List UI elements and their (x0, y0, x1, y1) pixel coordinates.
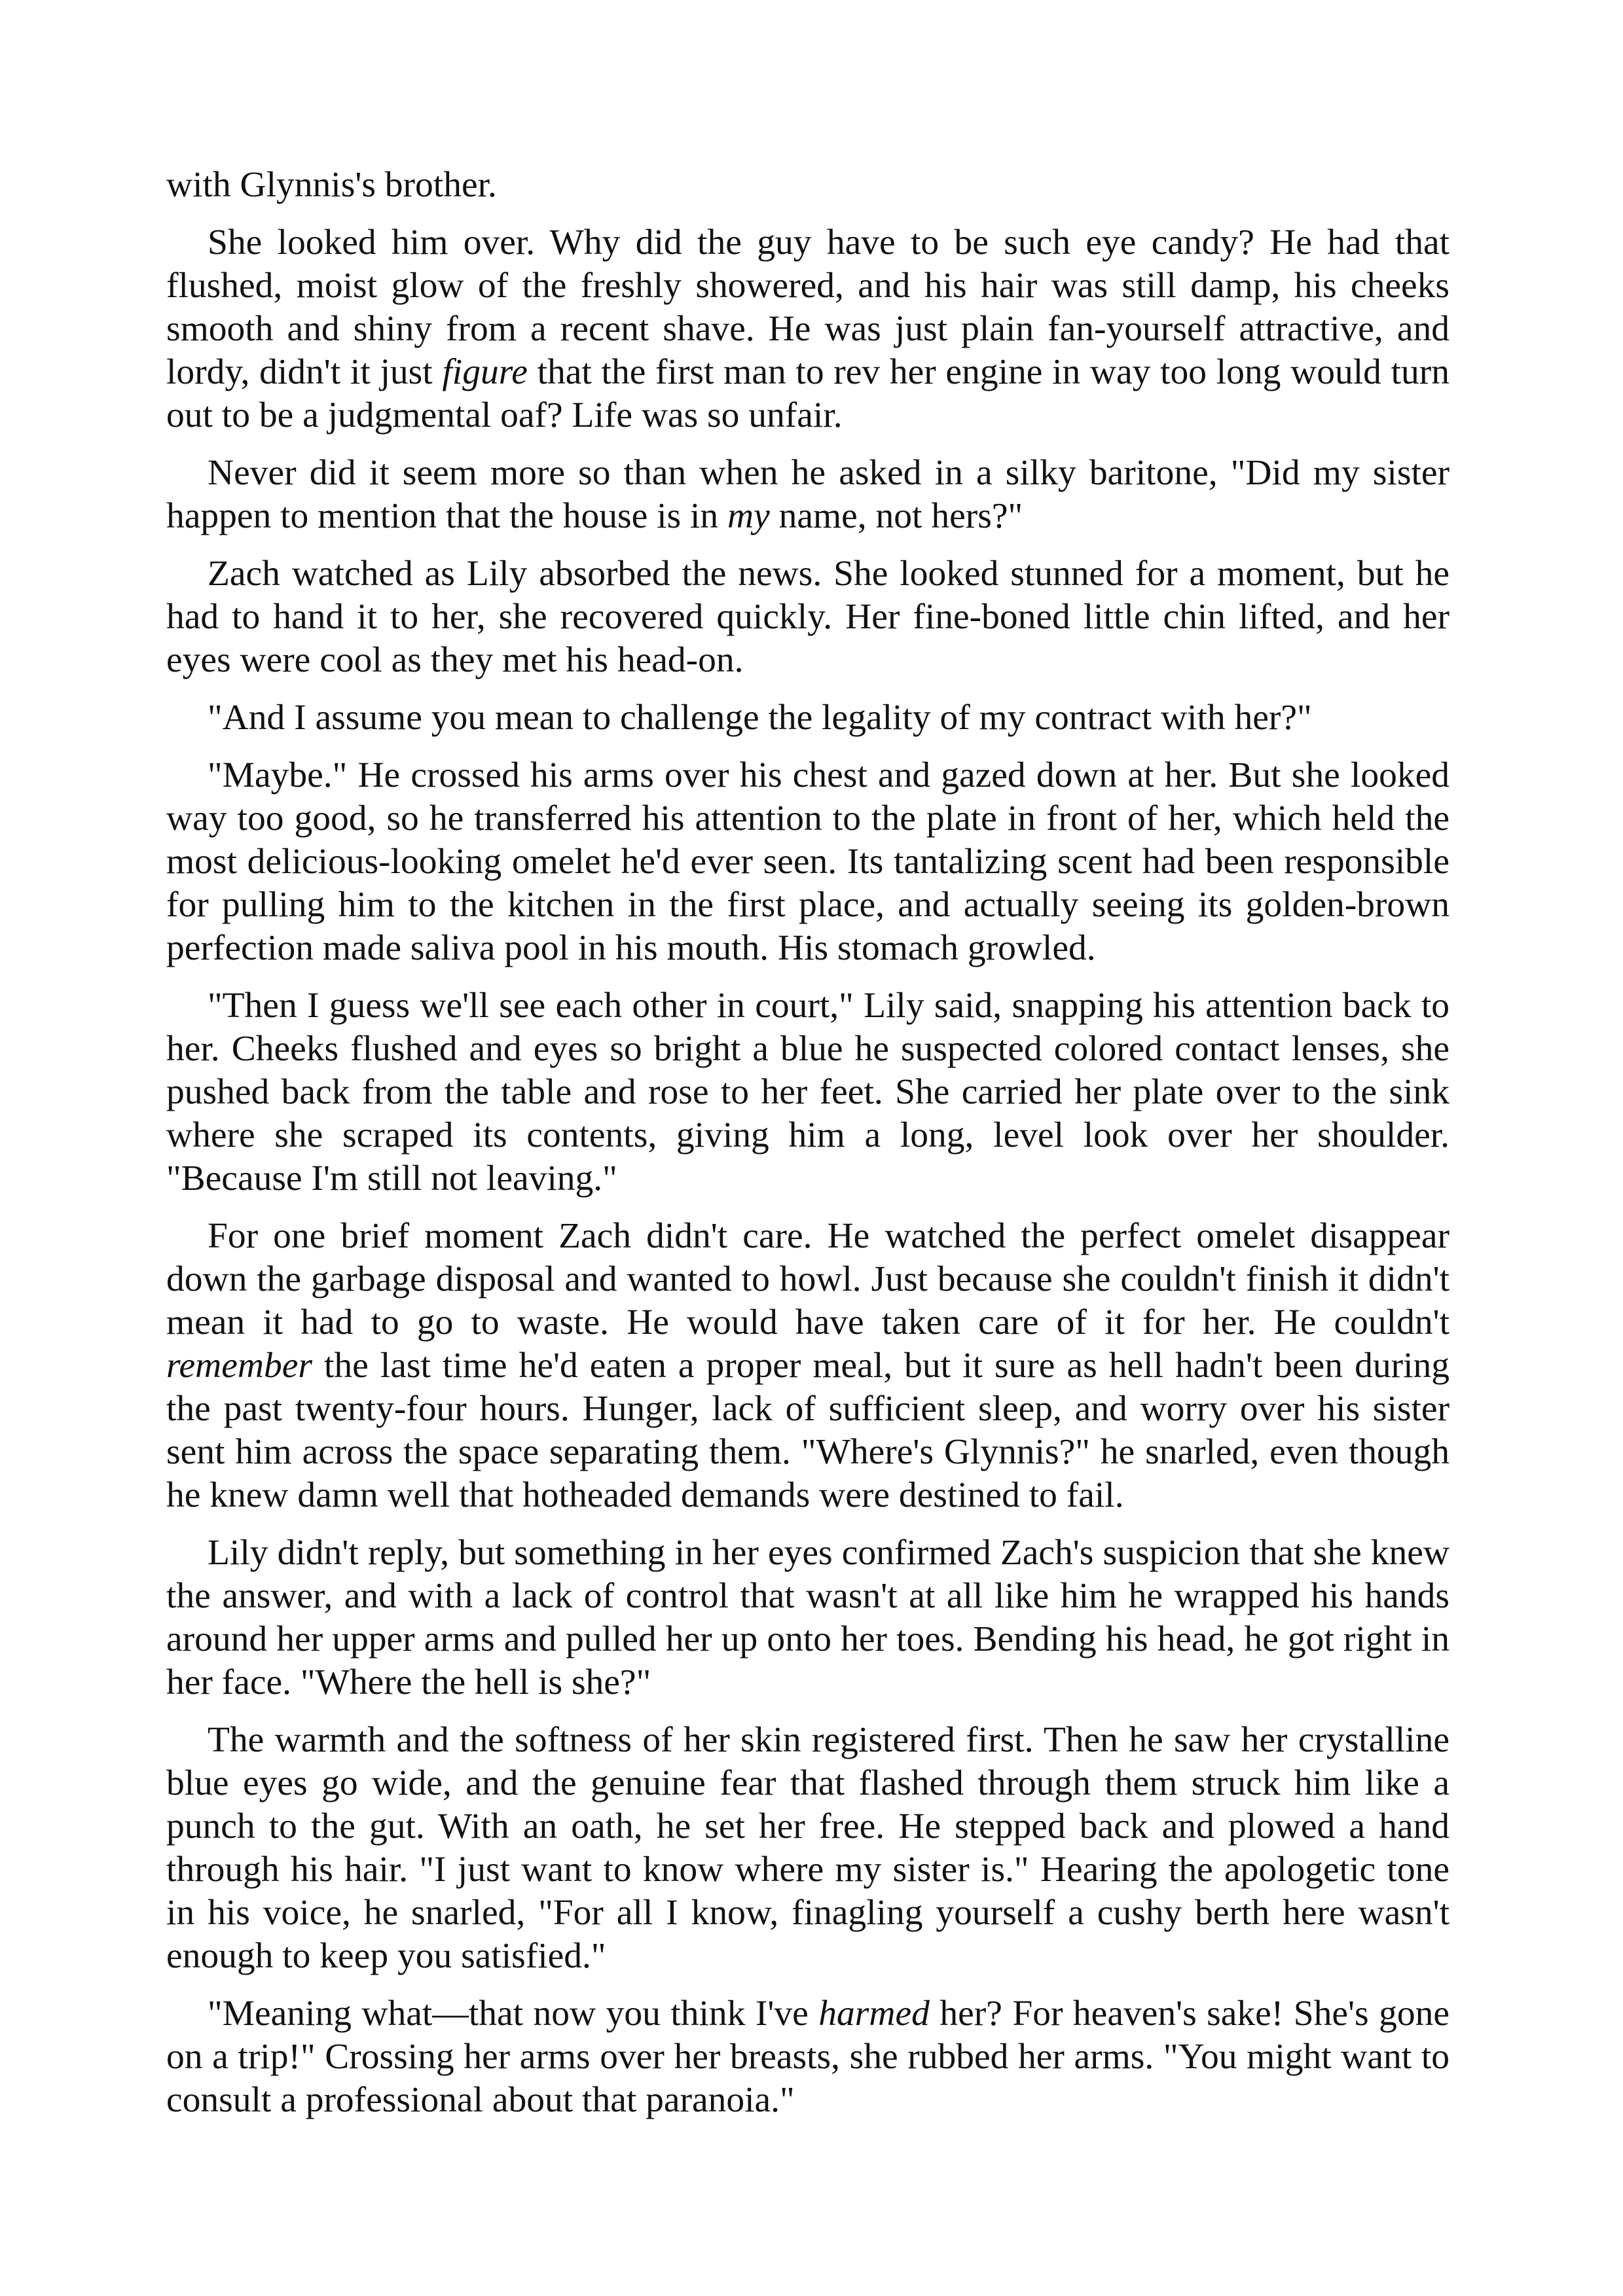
paragraph-1-text: with Glynnis's brother. (166, 165, 497, 205)
paragraph-11-emphasis: harmed (818, 1994, 930, 2034)
paragraph-2-emphasis: figure (442, 352, 528, 392)
paragraph-4-text: Zach watched as Lily absorbed the news. She looked stunned for a moment, but he had to hand it to her, she recovered quickly. Her fine-boned little chin lifted, and her eyes were cool as they met his head-on. (166, 554, 1450, 680)
paragraph-7 (166, 984, 1450, 1200)
paragraph-3-text-b: name, not hers?" (769, 496, 1023, 536)
paragraph-8-emphasis: remember (166, 1346, 312, 1386)
paragraph-6-text: "Maybe." He crossed his arms over his chest and gazed down at her. But she looked way too good, so he transferred his attention to the plate in front of her, which held the most delicious-looking omelet he'd ever seen. Its tantalizing scent had been responsible for pulling him to the kitchen in the first place, and actually seeing its golden-brown perfection made saliva pool in his mouth. His stomach growled. (166, 755, 1450, 968)
paragraph-5 (166, 696, 1450, 740)
paragraph-10 (166, 1719, 1450, 1978)
paragraph-10-text: The warmth and the softness of her skin registered first. Then he saw her crystalline blue eyes go wide, and the genuine fear that flashed through them struck him like a punch to the gut. With an oath, he set her free. He stepped back and plowed a hand through his hair. "I just want to know where my sister is." Hearing the apologetic tone in his voice, he snarled, "For all I know, finagling yourself a cushy berth here wasn't enough to keep you satisfied." (166, 1720, 1450, 1976)
paragraph-9 (166, 1532, 1450, 1704)
paragraph-2 (166, 221, 1450, 437)
paragraph-9-text: Lily didn't reply, but something in her eyes confirmed Zach's suspicion that she knew the answer, and with a lack of control that wasn't at all like him he wrapped his hands around her upper arms and pulled her up onto her toes. Bending his head, he got right in her face. "Where the hell is she?" (166, 1533, 1450, 1702)
paragraph-3-emphasis: my (727, 496, 770, 536)
paragraph-2-text-b: that the first man to rev her engine in way too long would turn out to be a judgmental oaf? Life was so unfair. (166, 352, 1450, 435)
paragraph-11-text-b: her? For heaven's sake! She's gone on a trip!" Crossing her arms over her breasts, she rubbed her arms. "You might want to consult a professional about that paranoia." (166, 1994, 1450, 2120)
paragraph-8-text-a: For one brief moment Zach didn't care. He watched the perfect omelet disappear down the garbage disposal and wanted to howl. Just because she couldn't finish it didn't mean it had to go to waste. He would have taken care of it for her. He couldn't (166, 1216, 1450, 1342)
paragraph-5-text: "And I assume you mean to challenge the legality of my contract with her?" (208, 698, 1312, 738)
paragraph-3-text-a: Never did it seem more so than when he asked in a silky baritone, "Did my sister happen to mention that the house is in (166, 453, 1450, 536)
paragraph-11-text-a: "Meaning what—that now you think I've (208, 1994, 819, 2034)
paragraph-8-text-b: the last time he'd eaten a proper meal, but it sure as hell hadn't been during the past twenty-four hours. Hunger, lack of sufficient sleep, and worry over his sister sent him across the space separating them. "Where's Glynnis?" he snarled, even though he knew damn well that hotheaded demands were destined to fail. (166, 1346, 1450, 1515)
paragraph-2-text-a: She looked him over. Why did the guy have to be such eye candy? He had that flushed, moist glow of the freshly showered, and his hair was still damp, his cheeks smooth and shiny from a recent shave. He was just plain fan-yourself attractive, and lordy, didn't it just (166, 223, 1450, 392)
paragraph-7-text: "Then I guess we'll see each other in court," Lily said, snapping his attention back to her. Cheeks flushed and eyes so bright a blue he suspected colored contact lenses, she pushed back from the table and rose to her feet. She carried her plate over to the sink where she scraped its contents, giving him a long, level look over her shoulder. "Because I'm still not leaving." (166, 986, 1450, 1198)
paragraph-3 (166, 452, 1450, 538)
book-page (166, 164, 1450, 2136)
paragraph-11 (166, 1992, 1450, 2122)
paragraph-6 (166, 754, 1450, 970)
paragraph-4 (166, 552, 1450, 682)
paragraph-8 (166, 1215, 1450, 1517)
paragraph-1 (166, 164, 1450, 207)
